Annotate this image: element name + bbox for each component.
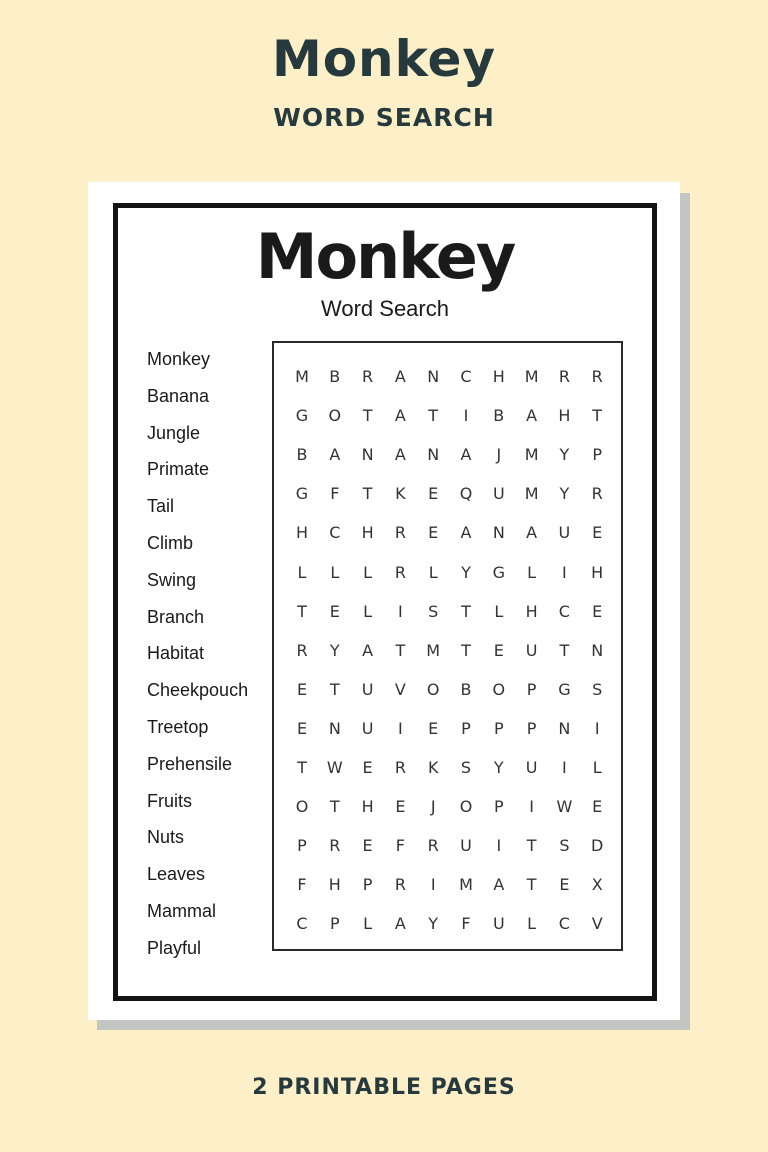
grid-letter: A: [394, 914, 406, 934]
grid-letter: E: [296, 718, 308, 738]
grid-letter: P: [493, 797, 504, 817]
grid-letter: E: [428, 523, 439, 543]
word-list-item: Banana: [147, 385, 210, 406]
grid-letter: I: [594, 718, 600, 738]
grid-letter: B: [296, 445, 308, 465]
grid-letter: C: [558, 601, 570, 621]
grid-letter: L: [527, 914, 537, 934]
grid-letter: E: [428, 484, 439, 504]
grid-letter: E: [329, 601, 340, 621]
grid-letter: P: [526, 718, 537, 738]
grid-letter: A: [394, 445, 406, 465]
word-list-item: Mammal: [147, 900, 217, 921]
word-list-item: Leaves: [147, 864, 206, 885]
grid-letter: P: [461, 718, 471, 738]
grid-letter: H: [558, 406, 571, 426]
grid-letter: K: [395, 484, 406, 504]
grid-letter: H: [361, 797, 374, 817]
grid-letter: U: [460, 836, 472, 856]
grid-letter: F: [297, 875, 307, 895]
grid-letter: D: [591, 836, 604, 856]
grid-letter: C: [460, 367, 472, 386]
grid-letter: H: [492, 367, 505, 386]
grid-letter: R: [558, 367, 570, 386]
grid-letter: P: [493, 718, 504, 738]
word-list: [147, 341, 248, 967]
grid-letter: N: [492, 523, 505, 543]
worksheet-title: Monkey: [255, 220, 515, 293]
grid-letter: T: [526, 875, 537, 895]
grid-letter: W: [326, 758, 343, 777]
grid-letter: N: [361, 445, 374, 465]
grid-letter: M: [524, 445, 539, 465]
grid-letter: T: [428, 406, 439, 426]
grid-letter: A: [329, 445, 341, 465]
grid-letter: T: [526, 836, 537, 856]
word-list-item: Habitat: [147, 643, 205, 664]
grid-letter: H: [525, 601, 538, 621]
grid-letter: M: [459, 875, 473, 895]
grid-letter: N: [427, 445, 440, 465]
grid-letter: E: [395, 797, 406, 817]
word-list-item: Tail: [147, 496, 175, 517]
grid-letter: I: [430, 875, 436, 895]
grid-letter: N: [328, 718, 341, 738]
word-list-item: Treetop: [147, 716, 209, 737]
grid-letter: R: [591, 484, 603, 504]
grid-letter: X: [591, 875, 603, 895]
grid-letter: R: [394, 758, 406, 777]
grid-letter: M: [524, 367, 539, 386]
grid-letter: V: [394, 679, 406, 699]
grid-letter: T: [297, 758, 307, 777]
grid-letter: B: [493, 406, 505, 426]
worksheet-subtitle: Word Search: [321, 296, 449, 321]
grid-letter: J: [430, 797, 436, 817]
word-list-item: Fruits: [147, 790, 192, 811]
grid-letter: N: [558, 718, 571, 738]
word-list-item: Prehensile: [147, 753, 233, 774]
grid-letter: R: [394, 562, 406, 582]
grid-letter: T: [395, 640, 406, 660]
grid-letter: G: [295, 484, 309, 504]
grid-letter: E: [428, 718, 439, 738]
grid-letter: U: [558, 523, 571, 543]
grid-letter: H: [361, 523, 374, 543]
grid-letter: U: [525, 640, 538, 660]
grid-letter: I: [398, 718, 403, 738]
grid-letter: R: [362, 367, 374, 386]
grid-letter: H: [591, 562, 604, 582]
grid-letter: L: [494, 601, 504, 621]
grid-letter: U: [361, 679, 374, 699]
grid-letter: P: [362, 875, 373, 895]
word-list-item: Branch: [147, 606, 205, 627]
grid-letter: G: [295, 406, 309, 426]
grid-letter: H: [295, 523, 309, 543]
grid-letter: Y: [329, 640, 340, 660]
grid-letter: C: [296, 914, 308, 934]
grid-letter: T: [461, 601, 471, 621]
grid-letter: I: [398, 601, 403, 621]
worksheet-frame: [113, 203, 657, 1001]
word-list-item: Climb: [147, 532, 194, 553]
grid-letter: R: [427, 836, 439, 856]
grid-letter: F: [330, 484, 340, 504]
grid-letter: M: [295, 367, 309, 386]
grid-letter: Y: [493, 758, 504, 777]
grid-letter: P: [592, 445, 603, 465]
grid-letter: H: [328, 875, 341, 895]
grid-letter: U: [492, 484, 505, 504]
grid-letter: P: [526, 679, 537, 699]
grid-letter: E: [493, 640, 504, 660]
word-list-item: Nuts: [147, 827, 185, 848]
grid-letter: O: [426, 679, 440, 699]
grid-letter: V: [591, 914, 603, 934]
word-list-item: Cheekpouch: [147, 680, 249, 701]
grid-letter: I: [562, 758, 567, 777]
grid-letter: F: [395, 836, 405, 856]
grid-letter: P: [297, 836, 307, 856]
grid-letter: T: [461, 640, 471, 660]
page-title: Monkey: [271, 30, 497, 88]
grid-letter: B: [460, 679, 472, 699]
grid-letter: T: [362, 406, 373, 426]
page-subtitle: WORD SEARCH: [273, 103, 495, 132]
grid-letter: Y: [428, 914, 439, 934]
grid-letter: I: [562, 562, 567, 582]
grid-letter: E: [362, 836, 373, 856]
grid-letter: R: [329, 836, 341, 856]
grid-letter: G: [558, 679, 571, 699]
grid-letter: L: [363, 601, 373, 621]
grid-letter: O: [459, 797, 473, 817]
grid-letter: Q: [459, 484, 473, 504]
grid-letter: R: [394, 875, 406, 895]
grid-letter: L: [592, 758, 602, 777]
grid-letter: S: [428, 601, 439, 621]
grid-letter: I: [496, 836, 502, 856]
grid-letter: E: [559, 875, 570, 895]
grid-letter: K: [427, 758, 439, 777]
grid-letter: A: [526, 406, 538, 426]
grid-letter: T: [592, 406, 603, 426]
grid-letter: T: [329, 679, 340, 699]
grid-letter: M: [426, 640, 441, 660]
letter-grid: [272, 341, 623, 951]
grid-letter: I: [529, 797, 534, 817]
grid-letter: E: [592, 797, 603, 817]
grid-letter: M: [524, 484, 539, 504]
word-list-item: Swing: [147, 569, 197, 590]
grid-letter: Y: [461, 562, 471, 582]
grid-letter: O: [295, 797, 309, 817]
grid-letter: S: [460, 758, 472, 777]
grid-letter: A: [526, 523, 538, 543]
grid-letter: L: [363, 562, 373, 582]
grid-letter: U: [361, 718, 374, 738]
grid-letter: G: [492, 562, 505, 582]
grid-letter: T: [297, 601, 307, 621]
grid-letter: E: [592, 601, 603, 621]
grid-letter: T: [559, 640, 570, 660]
grid-letter: L: [297, 562, 307, 582]
grid-letter: R: [591, 367, 603, 386]
word-list-item: Primate: [147, 459, 210, 480]
grid-letter: A: [394, 367, 406, 386]
grid-letter: R: [394, 523, 406, 543]
grid-letter: A: [493, 875, 505, 895]
grid-letter: C: [329, 523, 341, 543]
grid-letter: E: [362, 758, 373, 777]
word-list-item: Jungle: [147, 422, 201, 443]
grid-letter: L: [428, 562, 438, 582]
grid-letter: U: [492, 914, 505, 934]
grid-letter: J: [496, 445, 502, 465]
grid-letter: N: [591, 640, 604, 660]
grid-letter: B: [329, 367, 341, 386]
word-list-item: Monkey: [147, 349, 211, 369]
grid-letter: Y: [559, 484, 570, 504]
grid-letter: T: [329, 797, 340, 817]
grid-letter: L: [363, 914, 373, 934]
grid-letter: P: [329, 914, 340, 934]
grid-letter: U: [525, 758, 538, 777]
grid-letter: L: [330, 562, 340, 582]
grid-letter: A: [460, 523, 472, 543]
grid-letter: S: [559, 836, 570, 856]
grid-letter: E: [296, 679, 308, 699]
grid-letter: L: [527, 562, 537, 582]
grid-letter: R: [296, 640, 308, 660]
grid-letter: T: [362, 484, 373, 504]
grid-letter: A: [394, 406, 406, 426]
grid-letter: A: [460, 445, 472, 465]
grid-letter: C: [558, 914, 570, 934]
grid-letter: I: [463, 406, 469, 426]
grid-letter: N: [427, 367, 440, 386]
grid-letter: W: [556, 797, 573, 817]
grid-letter: O: [492, 679, 506, 699]
printable-pages-label: 2 PRINTABLE PAGES: [252, 1075, 516, 1100]
grid-letter: S: [592, 679, 603, 699]
grid-letter: A: [362, 640, 374, 660]
grid-letter: O: [328, 406, 342, 426]
grid-letter: Y: [559, 445, 570, 465]
word-list-item: Playful: [147, 937, 202, 958]
grid-letter: F: [461, 914, 471, 934]
grid-letter: E: [592, 523, 603, 543]
